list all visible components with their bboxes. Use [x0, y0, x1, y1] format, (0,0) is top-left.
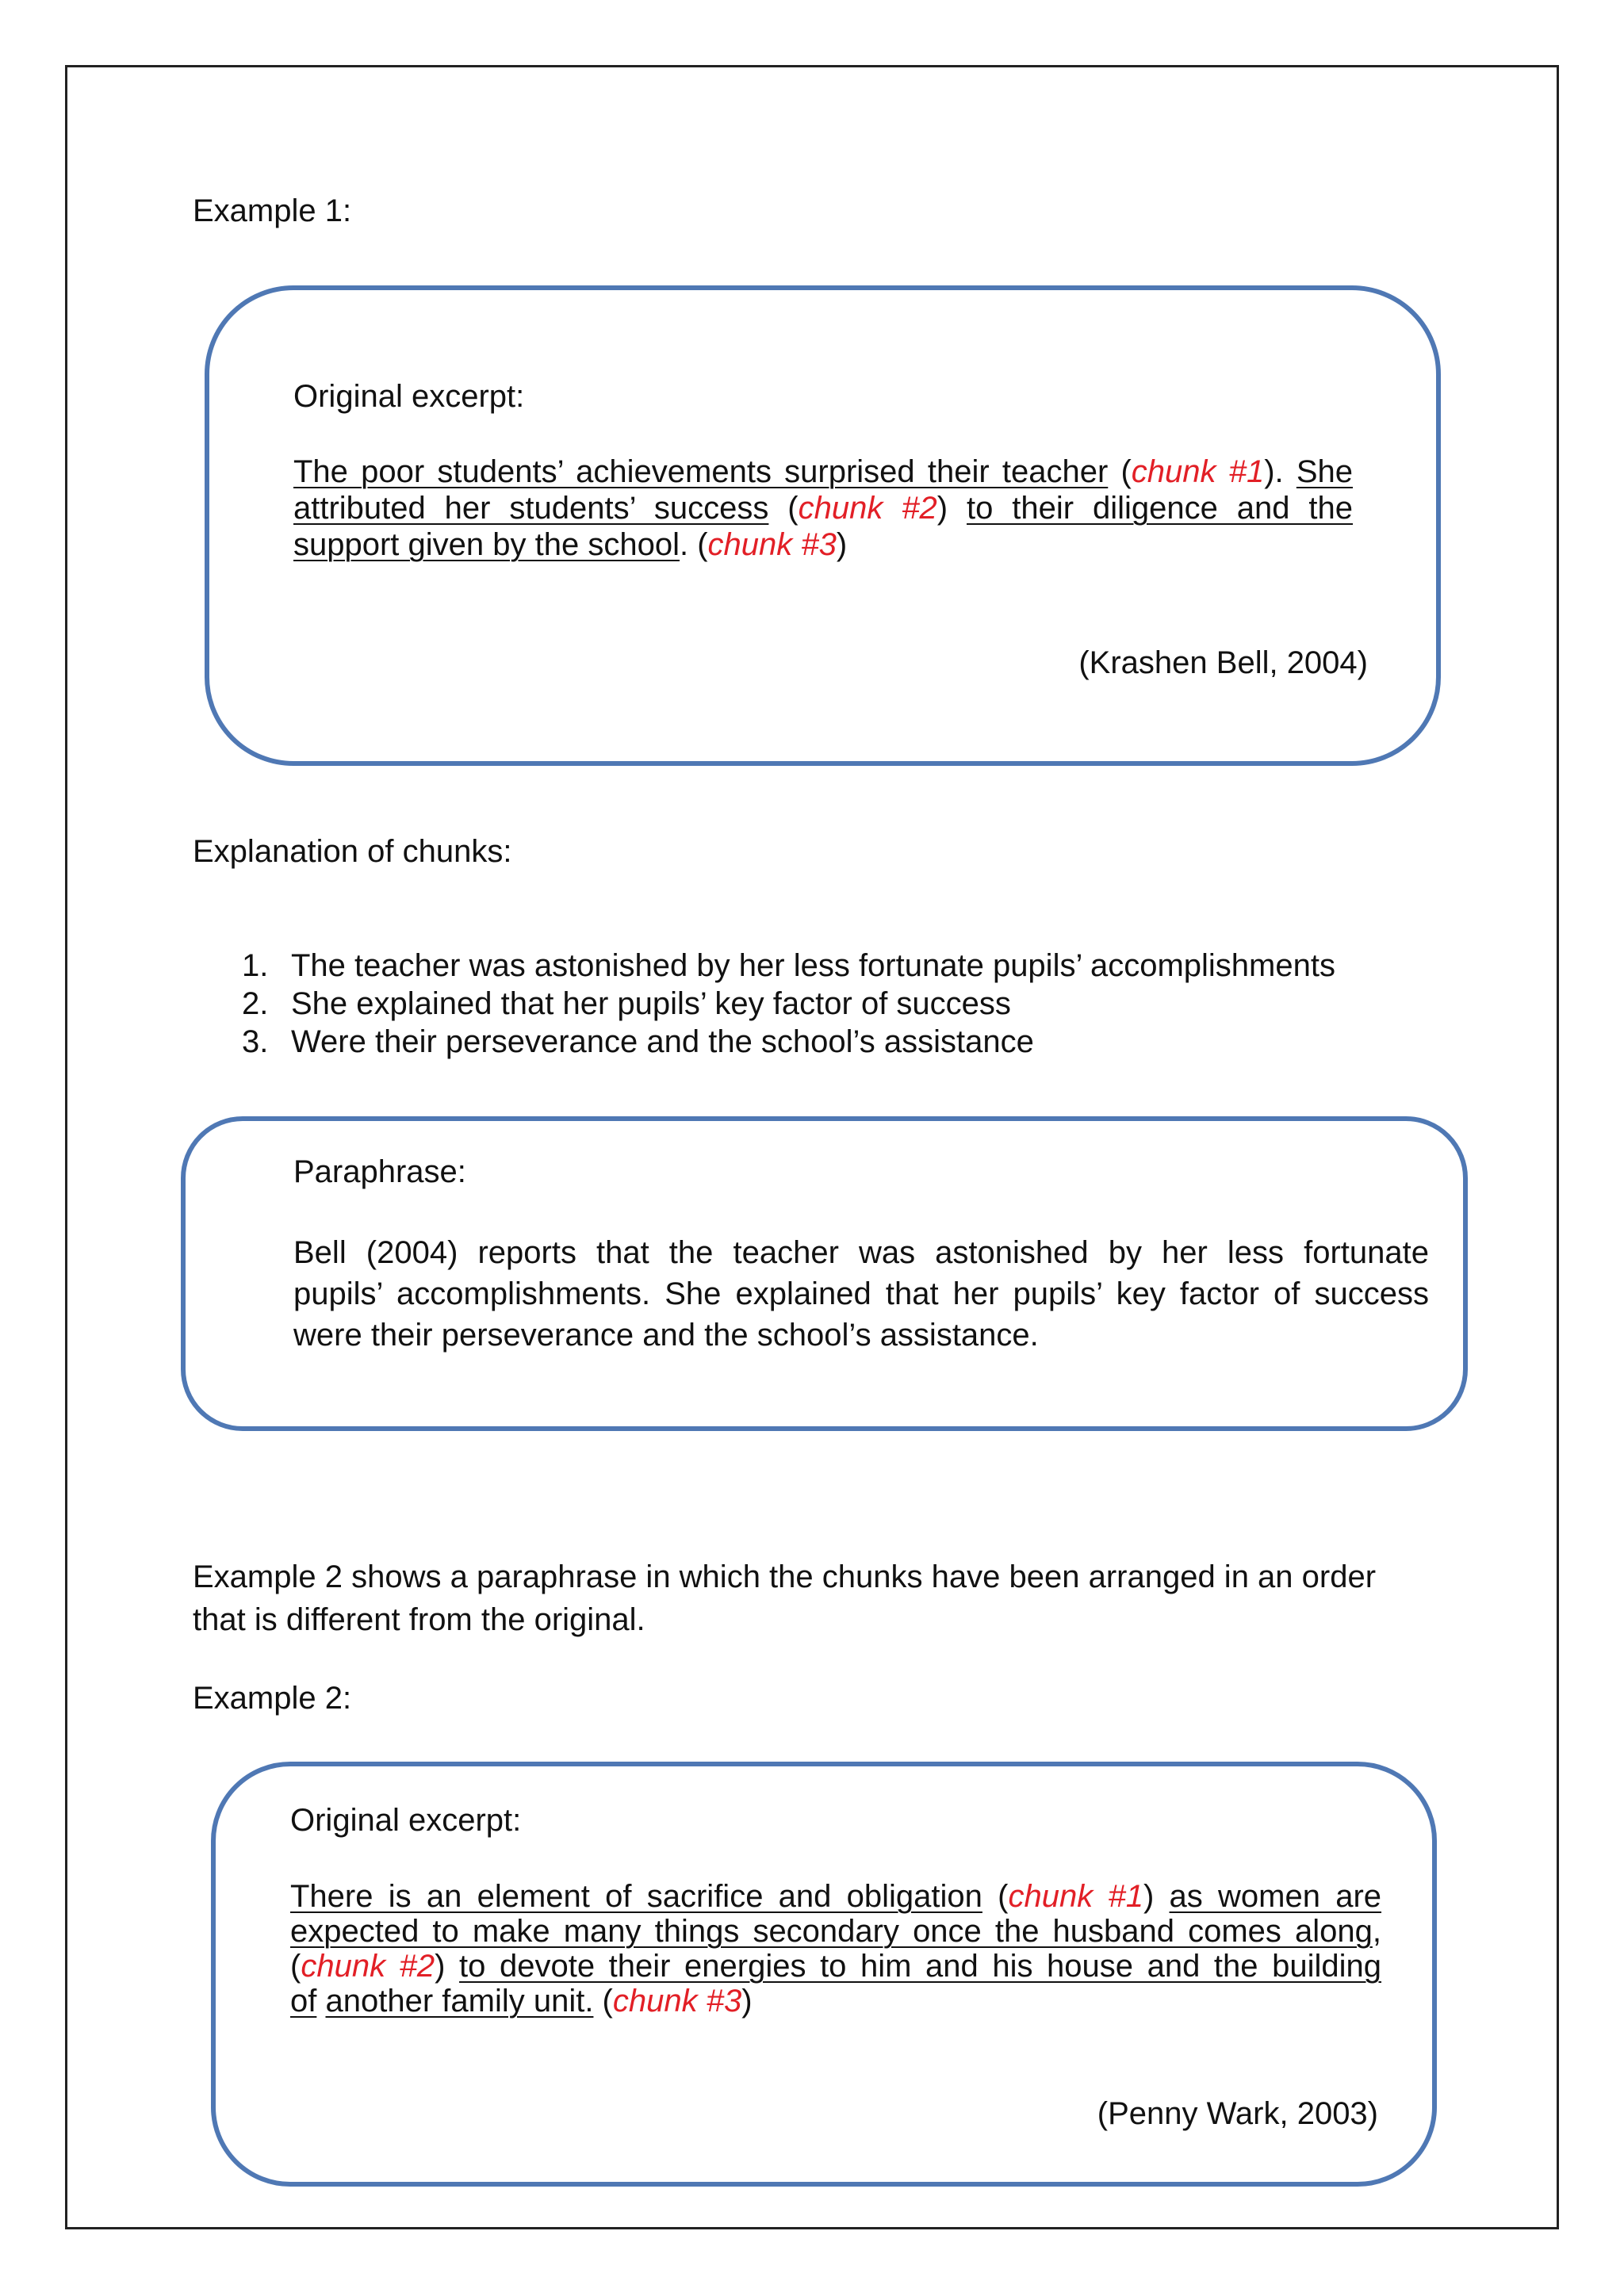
chunk-label: chunk #1 — [1008, 1879, 1143, 1914]
intro-line: that is different from the original. — [193, 1602, 645, 1637]
excerpt-line — [293, 526, 1353, 563]
excerpt-punct: ) — [741, 1984, 753, 2019]
excerpt-segment: There is an element of sacrifice and obligation — [290, 1879, 982, 1914]
excerpt-segment: The poor students’ achievements surprised their teacher — [293, 454, 1109, 489]
excerpt-segment: as women are — [1169, 1879, 1382, 1914]
example-1-excerpt-label: Original excerpt: — [293, 379, 525, 414]
example-2-excerpt-text — [290, 1879, 1381, 2019]
list-item-number: 1. — [242, 948, 269, 983]
excerpt-segment: another family unit. — [325, 1984, 594, 2019]
excerpt-punct: ( — [593, 1984, 613, 2019]
excerpt-punct: ). — [1264, 454, 1297, 489]
excerpt-line — [293, 453, 1353, 490]
explanation-list — [242, 947, 1335, 1061]
chunk-label: chunk #3 — [707, 527, 837, 562]
example-1-excerpt-box — [205, 285, 1441, 766]
example-2-excerpt-box — [211, 1762, 1437, 2187]
excerpt-punct: ) — [936, 491, 967, 526]
excerpt-segment: support given by the school — [293, 527, 680, 562]
excerpt-line — [290, 1949, 1381, 1984]
chunk-label: chunk #1 — [1131, 454, 1265, 489]
list-item-number: 3. — [242, 1024, 269, 1059]
example-1-excerpt-text — [293, 453, 1353, 563]
excerpt-punct: ( — [768, 491, 799, 526]
example-2-excerpt-label: Original excerpt: — [290, 1803, 522, 1838]
explanation-heading: Explanation of chunks: — [193, 834, 512, 869]
list-item — [242, 985, 1335, 1023]
list-item — [242, 1023, 1335, 1061]
excerpt-line — [290, 1879, 1381, 1914]
chunk-label: chunk #2 — [798, 491, 937, 526]
paraphrase-line: were their perseverance and the school’s assistance. — [293, 1318, 1039, 1353]
excerpt-punct: ) — [1143, 1879, 1170, 1914]
list-item-text: The teacher was astonished by her less fortunate pupils’ accomplishments — [291, 948, 1335, 983]
excerpt-line — [290, 1914, 1381, 1949]
example-2-heading: Example 2: — [193, 1681, 352, 1716]
example-2-citation: (Penny Wark, 2003) — [1097, 2096, 1378, 2131]
paraphrase-text — [293, 1232, 1429, 1356]
excerpt-punct: ( — [1108, 454, 1132, 489]
paraphrase-label: Paraphrase: — [293, 1154, 466, 1189]
paraphrase-line: Bell (2004) reports that the teacher was astonished by her less fortunate — [293, 1235, 1429, 1270]
excerpt-punct — [316, 1984, 325, 2019]
excerpt-segment: She — [1296, 454, 1353, 489]
paraphrase-box — [181, 1116, 1468, 1431]
excerpt-punct: ( — [290, 1949, 301, 1984]
excerpt-line — [293, 490, 1353, 526]
list-item — [242, 947, 1335, 985]
list-item-text: Were their perseverance and the school’s assistance — [291, 1024, 1034, 1059]
paraphrase-line: pupils’ accomplishments. She explained that her pupils’ key factor of success — [293, 1276, 1429, 1311]
excerpt-segment: expected to make many things secondary once the husband comes along — [290, 1914, 1373, 1949]
excerpt-segment: of — [290, 1984, 317, 2019]
example-2-intro — [193, 1556, 1376, 1641]
excerpt-punct: ) — [435, 1949, 460, 1984]
example-1-heading: Example 1: — [193, 193, 352, 228]
excerpt-segment: attributed her students’ success — [293, 491, 769, 526]
excerpt-punct: ( — [982, 1879, 1009, 1914]
list-item-number: 2. — [242, 986, 269, 1021]
example-1-citation: (Krashen Bell, 2004) — [1078, 645, 1368, 680]
excerpt-punct: , — [1372, 1914, 1381, 1949]
excerpt-segment: to their diligence and the — [967, 491, 1354, 526]
list-item-text: She explained that her pupils’ key factor of success — [291, 986, 1011, 1021]
excerpt-segment: to devote their energies to him and his house and the building — [459, 1949, 1382, 1984]
excerpt-punct: . ( — [679, 527, 708, 562]
chunk-label: chunk #3 — [612, 1984, 742, 2019]
chunk-label: chunk #2 — [301, 1949, 435, 1984]
intro-line: Example 2 shows a paraphrase in which the chunks have been arranged in an order — [193, 1559, 1377, 1594]
excerpt-punct: ) — [836, 527, 848, 562]
excerpt-line — [290, 1984, 1381, 2019]
